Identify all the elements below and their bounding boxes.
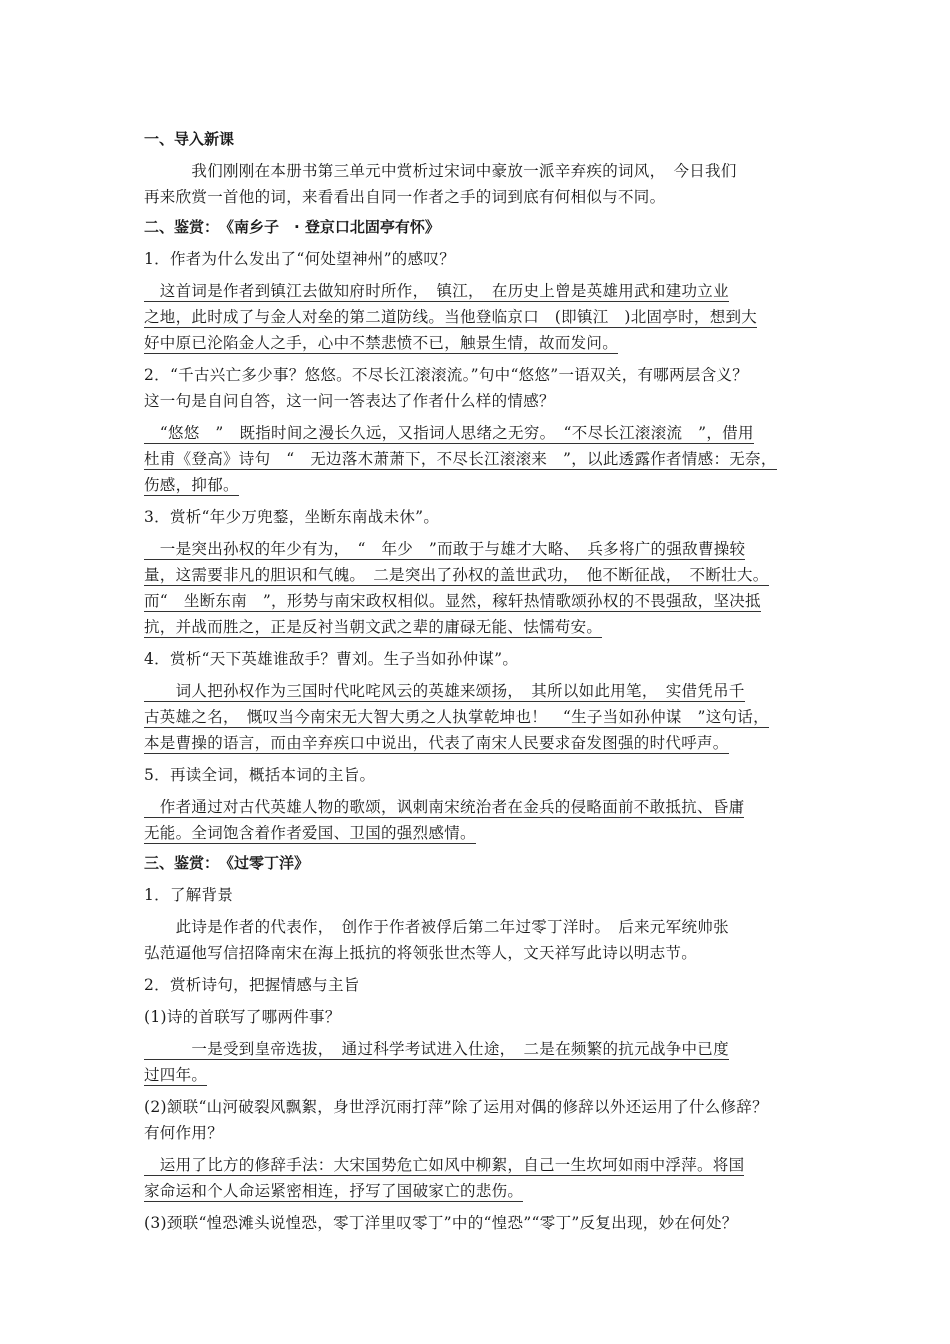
question: 1．作者为什么发出了“何处望神州”的感叹？ (144, 250, 456, 268)
answer-line: 过四年。 (144, 1066, 208, 1084)
answer-line: 古英雄之名， 慨叹当今南宋无大智大勇之人执掌乾坤也！ “生子当如孙仲谋 ”这句话， (144, 708, 769, 726)
answer-line: 量，这需要非凡的胆识和气魄。 二是突出了孙权的盖世武功， 他不断征战， 不断壮大。 (144, 566, 769, 584)
answer-line: “悠悠 ” 既指时间之漫长久远，又指词人思绪之无穷。 “不尽长江滚滚流 ”，借用 (144, 424, 754, 442)
subsection-label: 2．赏析诗句，把握情感与主旨 (144, 976, 360, 994)
answer (144, 1036, 808, 1088)
question: 2．“千古兴亡多少事？悠悠。不尽长江滚滚流。”句中“悠悠”一语双关，有哪两层含义？ 这一句是自问自答，这一问一答表达了作者什么样的情感？ (144, 366, 749, 410)
section-heading: 一、导入新课 (144, 130, 235, 148)
answer (144, 278, 808, 356)
question: 3．赏析“年少万兜鍪，坐断东南战未休”。 (144, 508, 440, 526)
text-line: 我们刚刚在本册书第三单元中赏析过宋词中豪放一派辛弃疾的词风， 今日我们 (144, 162, 737, 180)
answer-line: 作者通过对古代英雄人物的歌颂，讽刺南宋统治者在金兵的侵略面前不敢抵抗、昏庸 (144, 798, 745, 816)
question: (3)颈联“惶恐滩头说惶恐，零丁洋里叹零丁”中的“惶恐”“零丁”反复出现，妙在何处？ (144, 1214, 738, 1232)
answer-line: 抗，并战而胜之，正是反衬当朝文武之辈的庸碌无能、怯懦苟安。 (144, 618, 603, 636)
question: (1)诗的首联写了哪两件事？ (144, 1008, 341, 1026)
answer-line: 这首词是作者到镇江去做知府时所作， 镇江， 在历史上曾是英雄用武和建功立业 (144, 282, 729, 300)
answer-line: 家命运和个人命运紧密相连，抒写了国破家亡的悲伤。 (144, 1182, 524, 1200)
answer-line: 无能。全词饱含着作者爱国、卫国的强烈感情。 (144, 824, 476, 842)
answer-line: 伤感，抑郁。 (144, 476, 239, 494)
section-heading: 二、鉴赏： 《南乡子 · 登京口北固亭有怀》 (144, 218, 440, 236)
answer-line: 一是受到皇帝选拔， 通过科学考试进入仕途， 二是在频繁的抗元战争中已度 (144, 1040, 729, 1058)
answer-line: 而“ 坐断东南 ”，形势与南宋政权相似。显然，稼轩热情歌颂孙权的不畏强敌，坚决抵 (144, 592, 761, 610)
answer-line: 运用了比方的修辞手法：大宋国势危亡如风中柳絮，自己一生坎坷如雨中浮萍。将国 (144, 1156, 745, 1174)
text-line: 再来欣赏一首他的词，来看看出自同一作者之手的词到底有何相似与不同。 (144, 188, 666, 206)
answer-line: 本是曹操的语言，而由辛弃疾口中说出，代表了南宋人民要求奋发图强的时代呼声。 (144, 734, 729, 752)
question: 5．再读全词，概括本词的主旨。 (144, 766, 376, 784)
answer (144, 794, 808, 846)
background-paragraph: 此诗是作者的代表作， 创作于作者被俘后第二年过零丁洋时。 后来元军统帅张 弘范逼他写信招降南宋在海上抵抗的将领张世杰等人，文天祥写此诗以明志节。 (144, 918, 729, 962)
answer-line: 杜甫《登高》诗句 “ 无边落木萧萧下，不尽长江滚滚来 ”，以此透露作者情感：无奈， (144, 450, 777, 468)
question: (2)颔联“山河破裂风飘絮，身世浮沉雨打萍”除了运用对偶的修辞以外还运用了什么修辞？ 有何作用？ (144, 1098, 768, 1142)
subsection-label: 1．了解背景 (144, 886, 234, 904)
answer (144, 1152, 808, 1204)
answer (144, 536, 808, 640)
document-page (144, 124, 808, 1236)
answer (144, 420, 808, 498)
question: 4．赏析“天下英雄谁敌手？曹刘。生子当如孙仲谋”。 (144, 650, 519, 668)
answer-line: 好中原已沦陷金人之手，心中不禁悲愤不已，触景生情，故而发问。 (144, 334, 619, 352)
answer-line: 之地，此时成了与金人对垒的第二道防线。当他登临京口 (即镇江 )北固亭时，想到大 (144, 308, 758, 326)
answer (144, 678, 808, 756)
section-heading: 三、鉴赏： 《过零丁洋》 (144, 854, 310, 872)
answer-line: 一是突出孙权的年少有为， “ 年少 ”而敢于与雄才大略、 兵多将广的强敌曹操较 (144, 540, 746, 558)
answer-line: 词人把孙权作为三国时代叱咤风云的英雄来颂扬， 其所以如此用笔， 实借凭吊千 (144, 682, 745, 700)
intro-paragraph (144, 158, 808, 210)
